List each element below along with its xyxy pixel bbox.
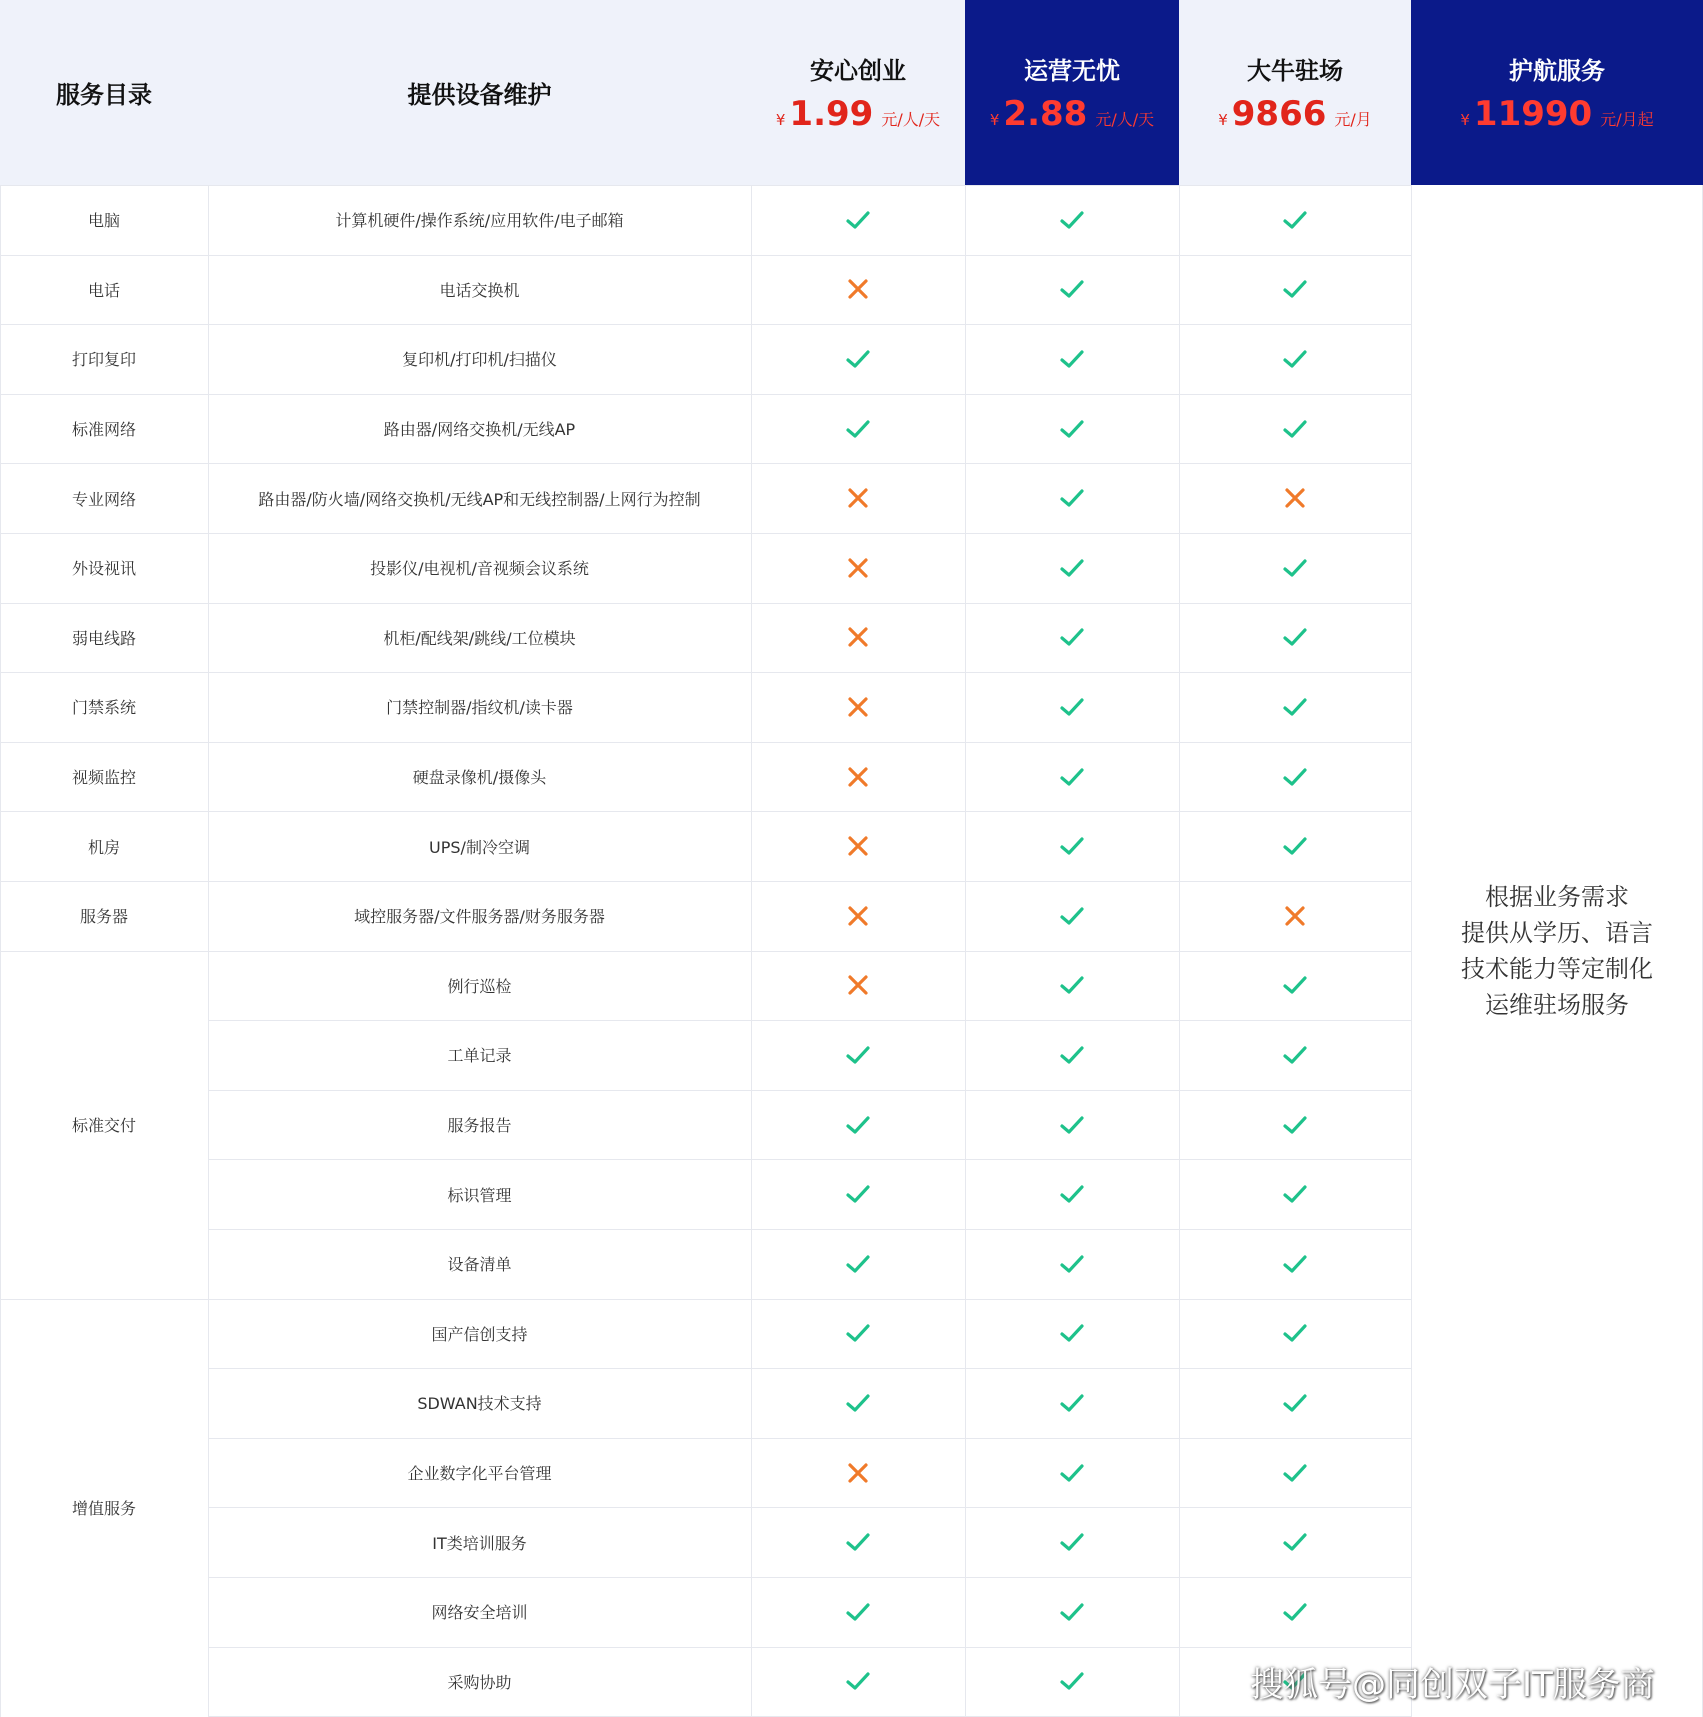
plan-header-daniu [1179,0,1411,185]
equipment-label: 企业数字化平台管理 [407,1464,552,1484]
check-icon [965,1507,1179,1577]
category-label: 电脑 [87,211,120,231]
plan-name: 大牛驻场 [1247,57,1343,85]
equipment-cell [208,324,751,394]
plan-name: 安心创业 [810,57,906,85]
category-label: 标准网络 [71,420,136,440]
check-icon [965,463,1179,533]
catalog-header [0,0,208,185]
check-icon [751,1159,965,1229]
check-icon [965,1577,1179,1647]
plan-name: 运营无忧 [1024,57,1120,85]
check-icon [1179,185,1411,255]
equipment-label: 例行巡检 [447,976,512,996]
category-cell [0,603,208,673]
note-line: 根据业务需求 [1485,883,1629,911]
equipment-label: 设备清单 [447,1255,512,1275]
plan-header-anxin [751,0,965,185]
check-icon [751,1020,965,1090]
price-amount: 2.88 [1003,94,1088,134]
category-cell [0,1299,208,1717]
price-amount: 9866 [1231,94,1327,134]
check-icon [751,1368,965,1438]
equipment-label: 硬盘录像机/摄像头 [412,768,547,788]
category-label: 门禁系统 [71,698,136,718]
equipment-label: 路由器/防火墙/网络交换机/无线AP和无线控制器/上网行为控制 [258,489,701,509]
check-icon [1179,1438,1411,1508]
cross-icon [751,881,965,951]
category-label: 视频监控 [71,768,136,788]
equipment-cell [208,1159,751,1229]
equipment-label: 路由器/网络交换机/无线AP [383,420,576,440]
check-icon [965,324,1179,394]
check-icon [1179,1159,1411,1229]
category-cell [0,255,208,325]
currency-symbol: ¥ [989,111,1000,129]
equipment-cell [208,742,751,812]
category-label: 增值服务 [71,1498,136,1518]
category-cell [0,672,208,742]
check-icon [965,1438,1179,1508]
note-line: 技术能力等定制化 [1461,955,1653,983]
check-icon [1179,1090,1411,1160]
check-icon [965,1229,1179,1299]
plan-price [776,94,940,134]
check-icon [965,394,1179,464]
check-icon [751,1090,965,1160]
category-label: 外设视讯 [71,559,136,579]
equipment-header-label: 提供设备维护 [407,81,552,109]
plan-header-huhang [1411,0,1703,185]
equipment-label: 复印机/打印机/扫描仪 [402,350,557,370]
equipment-label: 机柜/配线架/跳线/工位模块 [383,628,576,648]
equipment-label: 计算机硬件/操作系统/应用软件/电子邮箱 [335,211,624,231]
check-icon [1179,533,1411,603]
check-icon [1179,324,1411,394]
check-icon [1179,1299,1411,1369]
cross-icon [1179,881,1411,951]
equipment-cell [208,533,751,603]
cross-icon [751,1438,965,1508]
check-icon [751,324,965,394]
equipment-header [208,0,751,185]
equipment-cell [208,463,751,533]
category-cell [0,742,208,812]
check-icon [751,394,965,464]
equipment-label: 域控服务器/文件服务器/财务服务器 [354,907,605,927]
cross-icon [751,603,965,673]
check-icon [1179,742,1411,812]
cross-icon [751,951,965,1021]
watermark: 搜狐号@同创双子IT服务商 [1250,1665,1655,1705]
currency-symbol: ¥ [1460,111,1470,129]
check-icon [1179,603,1411,673]
equipment-cell [208,1577,751,1647]
equipment-cell [208,1299,751,1369]
check-icon [965,1647,1179,1717]
equipment-cell [208,951,751,1021]
plan-name: 护航服务 [1509,57,1605,85]
check-icon [1179,1507,1411,1577]
check-icon [965,255,1179,325]
category-cell [0,394,208,464]
price-unit: 元/人/天 [1095,110,1155,129]
category-label: 打印复印 [71,350,136,370]
equipment-cell [208,1438,751,1508]
note-line: 提供从学历、语言 [1461,919,1653,947]
check-icon [751,185,965,255]
check-icon [751,1507,965,1577]
check-icon [1179,1368,1411,1438]
check-icon [751,1299,965,1369]
check-icon [965,1090,1179,1160]
equipment-cell [208,185,751,255]
equipment-label: 服务报告 [447,1116,512,1136]
plan-price [1218,94,1372,134]
plan-header-yunying [965,0,1179,185]
equipment-label: 网络安全培训 [431,1603,528,1623]
currency-symbol: ¥ [775,111,786,129]
check-icon [965,672,1179,742]
equipment-label: 门禁控制器/指纹机/读卡器 [386,698,573,718]
check-icon [965,742,1179,812]
check-icon [965,533,1179,603]
price-amount: 1.99 [789,94,874,134]
equipment-label: 国产信创支持 [431,1324,528,1344]
check-icon [965,1159,1179,1229]
equipment-label: 采购协助 [447,1672,512,1692]
check-icon [1179,394,1411,464]
check-icon [751,1229,965,1299]
category-label: 电话 [87,280,120,300]
premium-plan-note [1411,185,1703,1717]
equipment-cell [208,1507,751,1577]
check-icon [1179,1229,1411,1299]
cross-icon [751,533,965,603]
cross-icon [751,742,965,812]
equipment-label: 电话交换机 [439,280,520,300]
category-cell [0,533,208,603]
check-icon [1179,951,1411,1021]
check-icon [965,881,1179,951]
plan-price [1460,94,1653,134]
category-label: 专业网络 [71,489,136,509]
check-icon [1179,1577,1411,1647]
cross-icon [751,672,965,742]
equipment-label: SDWAN技术支持 [417,1394,542,1414]
category-cell [0,463,208,533]
equipment-cell [208,1368,751,1438]
price-unit: 元/人/天 [881,110,941,129]
check-icon [751,1577,965,1647]
note-line: 运维驻场服务 [1485,991,1629,1019]
catalog-header-label: 服务目录 [56,81,152,109]
equipment-cell [208,1647,751,1717]
check-icon [965,603,1179,673]
equipment-cell [208,672,751,742]
category-label: 标准交付 [71,1116,136,1136]
check-icon [965,811,1179,881]
price-unit: 元/月 [1334,110,1372,129]
equipment-label: 投影仪/电视机/音视频会议系统 [370,559,589,579]
category-cell [0,811,208,881]
equipment-cell [208,1229,751,1299]
cross-icon [1179,463,1411,533]
currency-symbol: ¥ [1218,111,1228,129]
equipment-label: 标识管理 [447,1185,512,1205]
check-icon [1179,672,1411,742]
equipment-cell [208,1020,751,1090]
equipment-label: 工单记录 [447,1046,512,1066]
check-icon [1179,1020,1411,1090]
equipment-cell [208,603,751,673]
check-icon [965,185,1179,255]
check-icon [965,1299,1179,1369]
category-cell [0,185,208,255]
equipment-cell [208,394,751,464]
equipment-cell [208,881,751,951]
equipment-cell [208,811,751,881]
category-label: 机房 [87,837,120,857]
equipment-label: IT类培训服务 [432,1533,527,1553]
category-label: 服务器 [79,907,128,927]
category-cell [0,951,208,1299]
equipment-cell [208,255,751,325]
check-icon [1179,811,1411,881]
price-unit: 元/月起 [1600,110,1654,129]
check-icon [751,1647,965,1717]
check-icon [965,951,1179,1021]
category-label: 弱电线路 [71,628,136,648]
plan-price [990,94,1154,134]
equipment-label: UPS/制冷空调 [429,837,530,857]
cross-icon [751,811,965,881]
check-icon [965,1368,1179,1438]
category-cell [0,881,208,951]
price-amount: 11990 [1473,94,1593,134]
check-icon [965,1020,1179,1090]
cross-icon [751,463,965,533]
check-icon [1179,255,1411,325]
equipment-cell [208,1090,751,1160]
cross-icon [751,255,965,325]
category-cell [0,324,208,394]
